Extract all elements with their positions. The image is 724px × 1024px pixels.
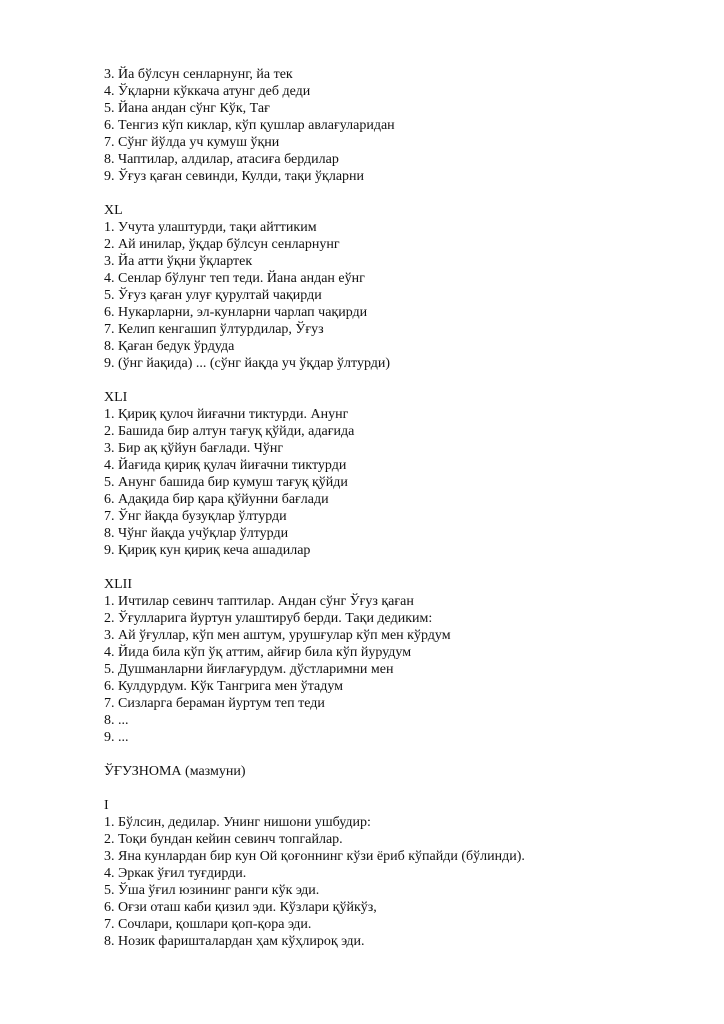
verse-line: 5. Душманларни йиғлағурдум. дўстларимни мен: [104, 662, 394, 677]
section-heading: XL: [104, 203, 123, 218]
stanza-continued: [104, 66, 684, 185]
verse-line: 6. Кулдурдум. Кўк Тангрига мен ўтадум: [104, 679, 343, 694]
verse-line: 1. Учута улаштурди, тақи айттиким: [104, 220, 317, 235]
verse-line: 6. Оғзи оташ каби қизил эди. Кўзлари қўйкўз,: [104, 900, 377, 915]
verse-line: 2. Башида бир алтун тағуқ қўйди, адағида: [104, 424, 355, 439]
section-heading: XLII: [104, 577, 132, 592]
verse-line: 9. ...: [104, 730, 129, 745]
verse-line: 6. Тенгиз кўп киклар, кўп қушлар авлағуларидан: [104, 118, 395, 133]
verse-line: 7. Сочлари, қошлари қоп-қора эди.: [104, 917, 312, 932]
spacer: [104, 559, 684, 576]
stanza-i: [104, 797, 684, 950]
verse-line: 3. Яна кунлардан бир кун Ой қоғоннинг кўзи ёриб кўпайди (бўлинди).: [104, 849, 525, 864]
verse-line: 4. Йағида қириқ қулач йиғачни тиктурди: [104, 458, 347, 473]
verse-line: 8. ...: [104, 713, 129, 728]
section-heading: XLI: [104, 390, 128, 405]
verse-line: 5. Йана андан сўнг Кўк, Тағ: [104, 101, 270, 116]
stanza-xlii: [104, 576, 684, 746]
spacer: [104, 746, 684, 763]
verse-line: 1. Қириқ қулоч йиғачни тиктурди. Анунг: [104, 407, 349, 422]
section-title: ЎҒУЗНОМА (мазмуни): [104, 764, 246, 779]
spacer: [104, 780, 684, 797]
verse-line: 8. Нозик фаришталардан ҳам кўҳлироқ эди.: [104, 934, 365, 949]
verse-line: 7. Сўнг йўлда уч кумуш ўқни: [104, 135, 280, 150]
verse-line: 3. Йа бўлсун сенларнунг, йа тек: [104, 67, 293, 82]
verse-line: 8. Чаптилар, алдилар, атасиға бердилар: [104, 152, 339, 167]
verse-line: 1. Бўлсин, дедилар. Унинг нишони ушбудир:: [104, 815, 371, 830]
verse-line: 7. Келип кенгашип ўлтурдилар, Ўғуз: [104, 322, 324, 337]
verse-line: 4. Эркак ўғил туғдирди.: [104, 866, 247, 881]
section-heading: I: [104, 798, 109, 813]
verse-line: 5. Ўғуз қаған улуғ қурултай чақирди: [104, 288, 322, 303]
verse-line: 2. Ўғулларига йуртун улаштируб берди. Тақи дедиким:: [104, 611, 433, 626]
verse-line: 2. Тоқи бундан кейин севинч топгайлар.: [104, 832, 343, 847]
verse-line: 7. Сизларга бераман йуртум теп теди: [104, 696, 325, 711]
verse-line: 5. Анунг башида бир кумуш тағуқ қўйди: [104, 475, 348, 490]
verse-line: 6. Нукарларни, эл-кунларни чарлап чақирди: [104, 305, 368, 320]
verse-line: 3. Ай ўғуллар, кўп мен аштум, урушғулар кўп мен кўрдум: [104, 628, 451, 643]
verse-line: 9. (ўнг йақида) ... (сўнг йақда уч ўқдар ўлтурди): [104, 356, 391, 371]
verse-line: 9. Ўғуз қаған севинди, Кулди, тақи ўқларни: [104, 169, 365, 184]
verse-line: 4. Йида била кўп ўқ аттим, айғир била кўп йурудум: [104, 645, 412, 660]
verse-line: 3. Йа атти ўқни ўқлартек: [104, 254, 253, 269]
verse-line: 4. Ўқларни кўккача атунг деб деди: [104, 84, 311, 99]
verse-line: 5. Ўша ўғил юзининг ранги кўк эди.: [104, 883, 320, 898]
document-page: [104, 66, 684, 950]
verse-line: 8. Чўнг йақда учўқлар ўлтурди: [104, 526, 289, 541]
verse-line: 9. Қириқ кун қириқ кеча ашадилар: [104, 543, 311, 558]
document-section-title-block: [104, 763, 684, 780]
spacer: [104, 372, 684, 389]
stanza-xli: [104, 389, 684, 559]
verse-line: 6. Адақида бир қара қўйунни бағлади: [104, 492, 329, 507]
spacer: [104, 185, 684, 202]
verse-line: 4. Сенлар бўлунг теп теди. Йана андан еўнг: [104, 271, 365, 286]
verse-line: 3. Бир ақ қўйун бағлади. Чўнг: [104, 441, 284, 456]
verse-line: 1. Ичтилар севинч таптилар. Андан сўнг Ўғуз қаған: [104, 594, 414, 609]
verse-line: 8. Қаған бедук ўрдуда: [104, 339, 235, 354]
stanza-xl: [104, 202, 684, 372]
verse-line: 2. Ай инилар, ўқдар бўлсун сенларнунг: [104, 237, 340, 252]
verse-line: 7. Ўнг йақда бузуқлар ўлтурди: [104, 509, 287, 524]
